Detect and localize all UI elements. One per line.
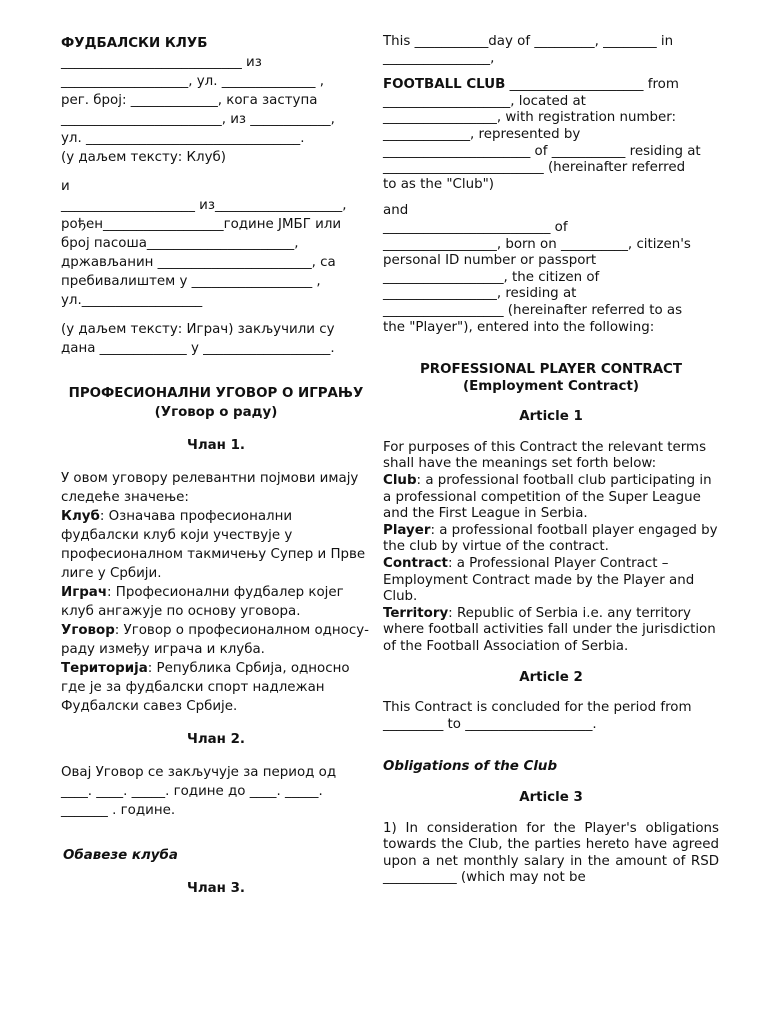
player-line-sr: ____________________ из___________________, — [61, 198, 347, 213]
definition-sr — [61, 507, 371, 583]
definition-en — [383, 606, 719, 656]
definition-text-en: : Republic of Serbia i.e. any territory where football activities fall under the jurisdiction of the Football Association of Serbia. — [383, 605, 716, 654]
contract-title-sr: ПРОФЕСИОНАЛНИ УГОВОР О ИГРАЊУ — [68, 386, 364, 401]
definition-term-en: Club — [383, 473, 417, 489]
player-line-en: _________________, born on __________, citizen's — [383, 236, 691, 252]
article-3-heading-sr: Члан 3. — [187, 881, 245, 896]
definition-en — [383, 473, 719, 523]
player-line-sr: ул.__________________ — [61, 293, 203, 308]
definition-term-en: Contract — [383, 556, 448, 572]
serbian-column — [61, 34, 371, 898]
player-line-en: _________________________ of — [383, 219, 568, 235]
definition-sr — [61, 659, 371, 716]
player-line-en: _________________, residing at — [383, 286, 577, 302]
club-line-sr: ________________________, из ____________, — [61, 112, 335, 127]
club-line-sr: ___________________, ул. ______________ , — [61, 74, 324, 89]
date-line-en: ________________, — [383, 50, 495, 66]
player-line-en: the "Player"), entered into the following: — [383, 319, 655, 335]
definition-term-sr: Клуб — [61, 509, 100, 524]
definition-term-en: Player — [383, 522, 431, 538]
player-line-en: __________________ (hereinafter referred to as — [383, 302, 683, 318]
player-line-sr: пребивалиштем у __________________ , — [61, 274, 321, 289]
definition-term-sr: Територија — [61, 661, 148, 676]
definition-en — [383, 523, 719, 556]
club-line-en: to as the "Club") — [383, 176, 494, 192]
definition-en — [383, 556, 719, 606]
article-1-heading-sr: Члан 1. — [187, 438, 245, 453]
club-line-en: _________________, with registration number: — [383, 110, 677, 126]
period-line-sr: Овај Уговор се закључује за период од — [61, 765, 337, 780]
and-en: and — [383, 203, 409, 219]
definition-term-sr: Играч — [61, 585, 108, 600]
date-line-en: This ___________day of _________, ________ in — [383, 34, 674, 49]
period-line-en: This Contract is concluded for the period from — [383, 700, 692, 716]
definition-sr — [61, 583, 371, 621]
club-heading-sr: ФУДБАЛСКИ КЛУБ — [61, 36, 208, 51]
concluded-line-sr: дана _____________ у ___________________. — [61, 341, 335, 356]
player-line-sr: држављанин _______________________, са — [61, 255, 336, 270]
club-line-en: ____________________ from — [505, 77, 679, 93]
definition-text-sr: : Професионални фудбалер којег клуб ангажује по основу уговора. — [61, 585, 344, 619]
club-line-en: ______________________ of ___________ residing at — [383, 143, 701, 159]
player-line-sr: број пасоша______________________, — [61, 236, 299, 251]
article-1-heading-en: Article 1 — [519, 409, 583, 425]
obligations-heading-sr: Обавезе клуба — [63, 848, 178, 863]
definition-sr — [61, 621, 371, 659]
club-first-line-en — [383, 77, 719, 94]
player-line-en: personal ID number or passport — [383, 253, 597, 269]
english-column — [383, 34, 719, 887]
player-line-sr: рођен__________________године ЈМБГ или — [61, 217, 342, 232]
period-line-sr: _______ . године. — [61, 803, 176, 818]
salary-clause-en: 1) In consideration for the Player's obligations towards the Club, the parties hereto have agreed upon a net monthly salary in the amount of RSD ___________ (which may not be — [383, 820, 719, 886]
period-line-sr: ____. ____. _____. године до ____. _____. — [61, 784, 323, 799]
definition-text-sr: : Уговор о професионалном односу-раду између играча и клуба. — [61, 623, 369, 657]
club-line-sr: рег. број: _____________, кога заступа — [61, 93, 318, 108]
club-heading-en: FOOTBALL CLUB — [383, 77, 506, 93]
definition-text-sr: : Република Србија, односно где је за фудбалски спорт надлежан Фудбалски савез Србије. — [61, 661, 350, 714]
definition-text-en: : a professional football club participating in a professional competition of the Super League and the First League in Serbia. — [383, 473, 712, 522]
definition-term-en: Territory — [383, 605, 449, 621]
definition-text-sr: : Означава професионални фудбалски клуб који учествује у професионалном такмичењу Супер и Прве лиге у Србији. — [61, 509, 366, 581]
obligations-heading-en: Obligations of the Club — [383, 759, 558, 775]
intro-en: For purposes of this Contract the relevant terms shall have the meanings set forth below: — [383, 439, 707, 472]
club-line-sr: (у даљем тексту: Клуб) — [61, 150, 227, 165]
article-3-heading-en: Article 3 — [519, 789, 583, 805]
concluded-line-sr: (у даљем тексту: Играч) закључили су — [61, 322, 335, 337]
club-line-sr: ул. ________________________________. — [61, 131, 305, 146]
club-line-en: ___________________, located at — [383, 93, 586, 109]
club-line-en: ________________________ (hereinafter referred — [383, 160, 686, 176]
definition-text-en: : a professional football player engaged by the club by virtue of the contract. — [383, 522, 718, 555]
period-line-en: _________ to ___________________. — [383, 716, 597, 732]
definition-term-sr: Уговор — [61, 623, 115, 638]
intro-sr: У овом уговору релевантни појмови имају следеће значење: — [61, 471, 359, 505]
article-2-heading-sr: Члан 2. — [187, 732, 245, 747]
article-2-heading-en: Article 2 — [519, 669, 583, 685]
contract-subtitle-en: (Employment Contract) — [462, 378, 639, 394]
contract-title-en: PROFESSIONAL PLAYER CONTRACT — [419, 362, 683, 378]
contract-subtitle-sr: (Уговор о раду) — [154, 405, 278, 420]
and-sr: и — [61, 179, 70, 194]
club-line-sr: ___________________________ из — [61, 55, 262, 70]
definition-text-en: : a Professional Player Contract – Employment Contract made by the Player and Club. — [383, 556, 695, 605]
player-line-en: __________________, the citizen of — [383, 269, 600, 285]
club-line-en: _____________, represented by — [383, 126, 581, 142]
